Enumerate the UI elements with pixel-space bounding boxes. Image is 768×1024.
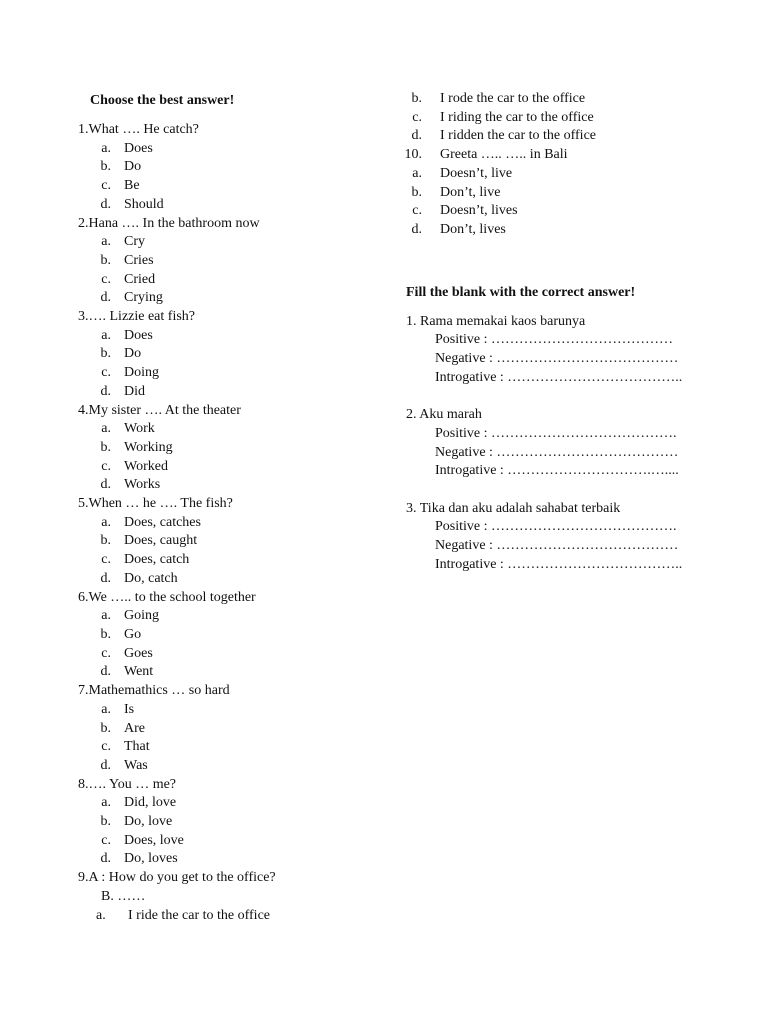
q9-option-b: b. I rode the car to the office: [411, 91, 586, 106]
question-8: 8.…. You … me?: [78, 776, 177, 792]
q5-option-b: b. Does, caught: [100, 533, 198, 549]
question-6: 6.We ….. to the school together: [78, 589, 256, 605]
q6-option-a: a. Going: [101, 608, 159, 624]
question-4: 4.My sister …. At the theater: [78, 402, 241, 418]
q4-option-a: a. Work: [101, 421, 155, 437]
q9-option-d: d. I ridden the car to the office: [411, 128, 597, 144]
q3-option-a: a. Does: [101, 327, 153, 343]
q4-option-c: c. Worked: [101, 458, 168, 474]
q5-option-c: c. Does, catch: [101, 552, 190, 568]
q10-option-d: d. Don’t, lives: [411, 221, 506, 237]
q9-option-a: a. I ride the car to the office: [96, 907, 271, 923]
q1-option-b: b. Do: [100, 159, 142, 175]
question-3: 3.…. Lizzie eat fish?: [78, 309, 196, 325]
fill-3-introgative: Introgative : ………………………………..: [435, 556, 683, 572]
q2-option-b: b. Cries: [100, 252, 154, 268]
multiple-choice-column: [78, 90, 388, 925]
section-title-choose: Choose the best answer!: [90, 93, 235, 108]
fill-2-positive: Positive : ………………………………….: [435, 425, 677, 441]
q4-option-d: d. Works: [100, 477, 161, 493]
question-7: 7.Mathemathics … so hard: [78, 683, 230, 699]
question-9: 9.A : How do you get to the office?: [78, 870, 276, 886]
q10-option-a: a. Doesn’t, live: [412, 165, 513, 181]
q3-option-d: d. Did: [100, 383, 145, 399]
q1-option-c: c. Be: [101, 178, 140, 194]
section-title-fill: Fill the blank with the correct answer!: [406, 284, 636, 300]
q6-option-c: c. Goes: [101, 645, 153, 661]
q2-option-d: d. Crying: [100, 290, 163, 306]
q2-option-c: c. Cried: [101, 271, 156, 287]
q5-option-a: a. Does, catches: [101, 514, 201, 530]
q6-option-b: b. Go: [100, 626, 142, 642]
fill-2-negative: Negative : …………………………………: [435, 444, 679, 460]
q3-option-c: c. Doing: [101, 365, 159, 381]
q1-option-d: d. Should: [100, 196, 164, 212]
q7-option-c: c. That: [101, 739, 150, 755]
q7-option-d: d. Was: [100, 757, 148, 773]
q8-option-a: a. Did, love: [101, 795, 177, 811]
question-10: 10. Greeta ….. ….. in Bali: [404, 147, 568, 163]
fill-item-1: 1. Rama memakai kaos barunya: [406, 313, 586, 329]
fill-item-2: 2. Aku marah: [406, 407, 482, 423]
q9-b-line: B. ……: [101, 888, 146, 904]
question-2: 2.Hana …. In the bathroom now: [78, 215, 260, 231]
question-5: 5.When … he …. The fish?: [78, 496, 233, 512]
fill-1-introgative: Introgative : ………………………………..: [435, 369, 683, 385]
fill-2-introgative: Introgative : ………………………….…....: [435, 463, 679, 479]
q4-option-b: b. Working: [100, 439, 173, 455]
fill-1-positive: Positive : …………………………………: [435, 332, 674, 348]
q7-option-b: b. Are: [100, 720, 145, 736]
q8-option-d: d. Do, loves: [100, 851, 178, 867]
fill-3-negative: Negative : …………………………………: [435, 538, 679, 554]
question-1: 1.What …. He catch?: [78, 122, 199, 137]
q8-option-b: b. Do, love: [100, 814, 173, 830]
q9-option-c: c. I riding the car to the office: [412, 109, 594, 125]
q8-option-c: c. Does, love: [101, 832, 184, 848]
right-column: [406, 90, 746, 574]
q1-option-a: a. Does: [101, 140, 153, 156]
fill-item-3: 3. Tika dan aku adalah sahabat terbaik: [406, 500, 621, 516]
q10-option-b: b. Don’t, live: [411, 184, 501, 200]
q2-option-a: a. Cry: [101, 234, 145, 250]
q10-option-c: c. Doesn’t, lives: [412, 203, 518, 219]
q6-option-d: d. Went: [100, 664, 154, 680]
fill-1-negative: Negative : …………………………………: [435, 351, 679, 367]
q7-option-a: a. Is: [101, 701, 135, 717]
fill-3-positive: Positive : ………………………………….: [435, 519, 677, 535]
q3-option-b: b. Do: [100, 346, 142, 362]
q5-option-d: d. Do, catch: [100, 570, 178, 586]
